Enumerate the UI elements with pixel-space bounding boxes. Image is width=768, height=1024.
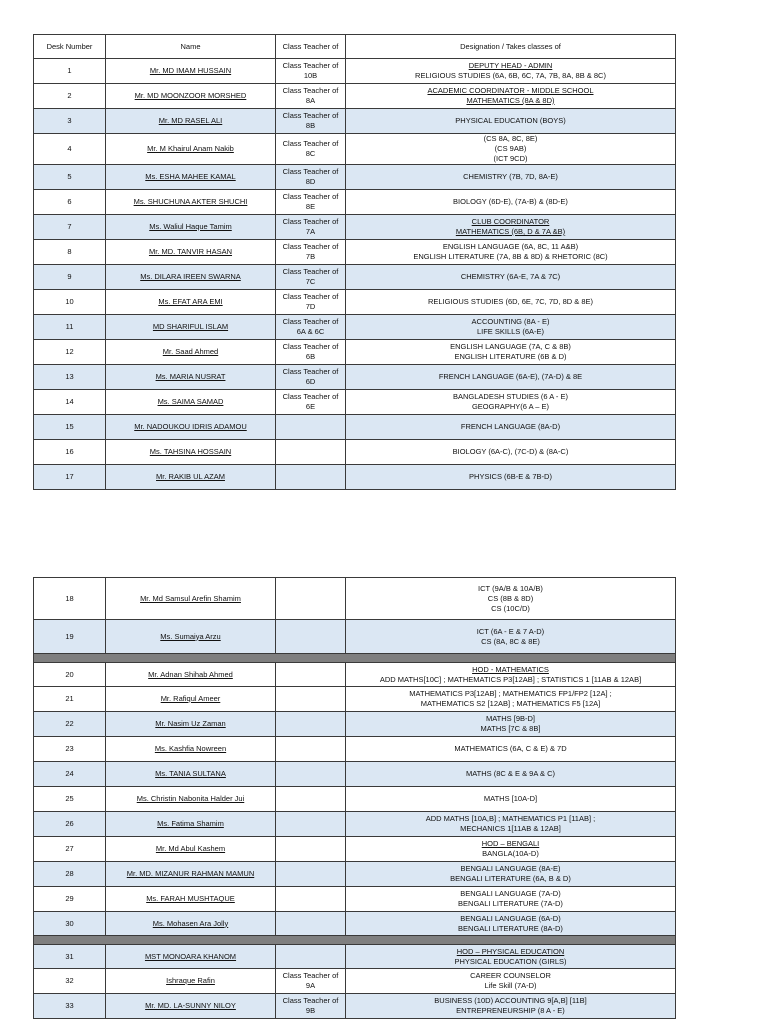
designation-line: CHEMISTRY (7B, 7D, 8A-E)	[463, 172, 558, 181]
designation-line: FRENCH LANGUAGE (6A-E), (7A-D) & 8E	[438, 372, 583, 381]
class-teacher-cell	[276, 837, 346, 862]
table-row	[34, 737, 676, 762]
class-teacher-cell	[276, 812, 346, 837]
teacher-name-cell: Mr. M Khairul Anam Nakib	[106, 134, 276, 165]
table-row	[34, 190, 676, 215]
class-teacher-cell: Class Teacher of 8B	[276, 109, 346, 134]
designation-cell	[346, 109, 676, 134]
teacher-name-cell: Ms. DILARA IREEN SWARNA	[106, 265, 276, 290]
desk-number-cell: 8	[34, 240, 106, 265]
table-row	[34, 578, 676, 620]
table-row	[34, 812, 676, 837]
table-row	[34, 340, 676, 365]
designation-cell	[346, 762, 676, 787]
desk-number-cell: 27	[34, 837, 106, 862]
designation-cell	[346, 620, 676, 654]
designation-line: BENGALI LANGUAGE (6A-D)	[460, 913, 561, 923]
teacher-name-cell: Ishraque Rafin	[106, 969, 276, 994]
desk-number-cell: 33	[34, 994, 106, 1019]
designation-cell	[346, 945, 676, 969]
designation-line: ACADEMIC COORDINATOR - MIDDLE SCHOOL	[427, 86, 594, 95]
table-row	[34, 59, 676, 84]
desk-number-cell: 23	[34, 737, 106, 762]
teacher-name-cell: MST MONOARA KHANOM	[106, 945, 276, 969]
designation-cell	[346, 712, 676, 737]
designation-cell	[346, 365, 676, 390]
table-row	[34, 837, 676, 862]
designation-line: BANGLA(10A-D)	[482, 849, 539, 858]
table-row	[34, 84, 676, 109]
teacher-name-cell: Ms. FARAH MUSHTAQUE	[106, 887, 276, 912]
designation-line: CS (8A, 8C & 8E)	[481, 636, 540, 646]
designation-line: MATHS [9B-D]	[485, 714, 536, 723]
designation-cell	[346, 787, 676, 812]
designation-cell	[346, 887, 676, 912]
desk-number-cell: 19	[34, 620, 106, 654]
class-teacher-cell	[276, 578, 346, 620]
desk-number-cell: 29	[34, 887, 106, 912]
teacher-name-cell: Ms. Christin Nabonita Halder Jui	[106, 787, 276, 812]
designation-line: MATHEMATICS (6A, C & E) & 7D	[454, 744, 567, 753]
class-teacher-cell	[276, 687, 346, 712]
table-header-row	[34, 35, 676, 59]
designation-line: Life Skill (7A-D)	[484, 981, 537, 990]
designation-cell	[346, 465, 676, 490]
designation-cell	[346, 134, 676, 165]
designation-line: MATHS [10A-D]	[483, 794, 538, 803]
designation-line: MATHEMATICS (6B, D & 7A &B)	[455, 227, 566, 236]
desk-number-cell: 18	[34, 578, 106, 620]
desk-number-cell: 12	[34, 340, 106, 365]
designation-line: ENGLISH LANGUAGE (7A, C & 8B)	[450, 342, 571, 351]
class-teacher-cell: Class Teacher of 6B	[276, 340, 346, 365]
table-row	[34, 762, 676, 787]
table-2-body	[34, 578, 676, 1019]
table-row	[34, 945, 676, 969]
designation-line: (ICT 9CD)	[493, 154, 528, 163]
designation-cell	[346, 290, 676, 315]
designation-cell	[346, 390, 676, 415]
designation-cell	[346, 315, 676, 340]
teacher-name-cell: Ms. SAIMA SAMAD	[106, 390, 276, 415]
designation-line: ADD MATHS[10C] ; MATHEMATICS P3[12AB] ; STATISTICS 1 [11AB & 12AB]	[379, 674, 642, 684]
table-row	[34, 687, 676, 712]
class-teacher-cell: Class Teacher of 8C	[276, 134, 346, 165]
teacher-name-cell: Ms. Kashfia Nowreen	[106, 737, 276, 762]
class-teacher-cell	[276, 663, 346, 687]
class-teacher-cell	[276, 465, 346, 490]
designation-line: ADD MATHS [10A,B] ; MATHEMATICS P1 [11AB] ;	[425, 814, 596, 823]
designation-line: MECHANICS 1[11AB & 12AB]	[460, 824, 561, 833]
designation-cell	[346, 687, 676, 712]
teacher-name-cell: Ms. MARIA NUSRAT	[106, 365, 276, 390]
designation-line: HOD – BENGALI	[481, 839, 540, 848]
class-teacher-cell	[276, 737, 346, 762]
designation-line: BIOLOGY (6A-C), (7C-D) & (8A-C)	[452, 447, 569, 456]
designation-line: (CS 8A, 8C, 8E)	[483, 134, 538, 143]
designation-cell	[346, 190, 676, 215]
designation-line: ICT (6A - E & 7 A-D)	[476, 626, 545, 636]
class-teacher-cell	[276, 762, 346, 787]
designation-line: ACCOUNTING (8A - E)	[471, 317, 550, 326]
designation-cell	[346, 59, 676, 84]
designation-cell	[346, 165, 676, 190]
class-teacher-cell	[276, 912, 346, 936]
teacher-name-cell: Mr. NADOUKOU IDRIS ADAMOU	[106, 415, 276, 440]
teacher-name-cell: Ms. TANIA SULTANA	[106, 762, 276, 787]
designation-cell	[346, 578, 676, 620]
designation-cell	[346, 737, 676, 762]
class-teacher-cell: Class Teacher of 8D	[276, 165, 346, 190]
designation-line: ENTREPRENEURSHIP (8 A - E)	[456, 1006, 565, 1015]
desk-number-cell: 14	[34, 390, 106, 415]
desk-number-cell: 1	[34, 59, 106, 84]
table-row	[34, 415, 676, 440]
designation-line: RELIGIOUS STUDIES (6D, 6E, 7C, 7D, 8D & 8E)	[427, 297, 594, 306]
desk-number-cell: 6	[34, 190, 106, 215]
teacher-name-cell: Mr. MD RASEL ALI	[106, 109, 276, 134]
designation-line: MATHS (8C & E & 9A & C)	[465, 769, 556, 778]
class-teacher-cell	[276, 887, 346, 912]
table-row	[34, 440, 676, 465]
designation-cell	[346, 240, 676, 265]
teacher-name-cell: Mr. MD MOONZOOR MORSHED	[106, 84, 276, 109]
table-row	[34, 390, 676, 415]
desk-number-cell: 22	[34, 712, 106, 737]
class-teacher-cell: Class Teacher of 7D	[276, 290, 346, 315]
designation-cell	[346, 862, 676, 887]
designation-line: ENGLISH LITERATURE (7A, 8B & 8D) & RHETORIC (8C)	[413, 252, 608, 261]
desk-number-cell: 28	[34, 862, 106, 887]
desk-number-cell: 13	[34, 365, 106, 390]
table-row	[34, 290, 676, 315]
designation-line: ENGLISH LANGUAGE (6A, 8C, 11 A&B)	[442, 242, 579, 251]
class-teacher-cell: Class Teacher of 9B	[276, 994, 346, 1019]
table-row	[34, 165, 676, 190]
designation-line: BUSINESS (10D) ACCOUNTING 9[A,B] [11B]	[434, 996, 587, 1005]
desk-number-cell: 24	[34, 762, 106, 787]
designation-cell	[346, 812, 676, 837]
table-row	[34, 787, 676, 812]
staff-table-2	[33, 577, 676, 1019]
teacher-name-cell: Mr. MD. TANVIR HASAN	[106, 240, 276, 265]
designation-cell	[346, 663, 676, 687]
designation-line: CS (8B & 8D)	[487, 593, 534, 603]
designation-line: BENGALI LANGUAGE (7A-D)	[460, 889, 561, 898]
table-row	[34, 315, 676, 340]
designation-line: PHYSICAL EDUCATION (BOYS)	[455, 116, 566, 125]
designation-cell	[346, 994, 676, 1019]
teacher-name-cell: Ms. SHUCHUNA AKTER SHUCHI	[106, 190, 276, 215]
desk-number-cell: 9	[34, 265, 106, 290]
designation-cell	[346, 912, 676, 936]
desk-number-cell: 16	[34, 440, 106, 465]
desk-number-cell: 17	[34, 465, 106, 490]
desk-number-cell: 2	[34, 84, 106, 109]
table-row	[34, 620, 676, 654]
designation-cell	[346, 440, 676, 465]
table-row	[34, 215, 676, 240]
table-row	[34, 712, 676, 737]
designation-line: PHYSICS (6B-E & 7B-D)	[469, 472, 552, 481]
designation-cell	[346, 84, 676, 109]
class-teacher-cell	[276, 440, 346, 465]
header-designation: Designation / Takes classes of	[346, 35, 676, 59]
designation-cell	[346, 215, 676, 240]
table-row	[34, 994, 676, 1019]
class-teacher-cell: Class Teacher of 7A	[276, 215, 346, 240]
section-divider	[34, 936, 676, 945]
designation-line: BENGALI LITERATURE (8A-D)	[458, 923, 563, 933]
desk-number-cell: 21	[34, 687, 106, 712]
teacher-name-cell: MD SHARIFUL ISLAM	[106, 315, 276, 340]
desk-number-cell: 3	[34, 109, 106, 134]
teacher-name-cell: Mr. Rafiqul Ameer	[106, 687, 276, 712]
designation-line: BENGALI LITERATURE (6A, B & D)	[450, 874, 571, 883]
teacher-name-cell: Mr. Md Samsul Arefin Shamim	[106, 578, 276, 620]
designation-cell	[346, 340, 676, 365]
class-teacher-cell	[276, 862, 346, 887]
designation-line: RELIGIOUS STUDIES (6A, 6B, 6C, 7A, 7B, 8A, 8B & 8C)	[415, 71, 606, 80]
designation-line: BENGALI LITERATURE (7A-D)	[458, 899, 563, 908]
class-teacher-cell: Class Teacher of 6D	[276, 365, 346, 390]
designation-line: CHEMISTRY (6A-E, 7A & 7C)	[460, 272, 561, 281]
teacher-name-cell: Mr. MD. LA-SUNNY NILOY	[106, 994, 276, 1019]
class-teacher-cell	[276, 787, 346, 812]
teacher-name-cell: Ms. Sumaiya Arzu	[106, 620, 276, 654]
teacher-name-cell: Mr. RAKIB UL AZAM	[106, 465, 276, 490]
designation-cell	[346, 415, 676, 440]
designation-line: MATHEMATICS S2 [12AB] ; MATHEMATICS F5 [12A]	[420, 699, 601, 708]
header-desk-number: Desk Number	[34, 35, 106, 59]
class-teacher-cell: Class Teacher of 7C	[276, 265, 346, 290]
section-divider-row	[34, 654, 676, 663]
table-row	[34, 969, 676, 994]
teacher-name-cell: Ms. TAHSINA HOSSAIN	[106, 440, 276, 465]
table-row	[34, 365, 676, 390]
designation-line: MATHEMATICS P3[12AB] ; MATHEMATICS FP1/FP2 [12A] ;	[409, 689, 612, 698]
designation-line: GEOGRAPHY(6 A – E)	[471, 402, 550, 411]
class-teacher-cell: Class Teacher of 8A	[276, 84, 346, 109]
table-row	[34, 887, 676, 912]
class-teacher-cell: Class Teacher of 8E	[276, 190, 346, 215]
designation-line: PHYSICAL EDUCATION (GIRLS)	[454, 956, 567, 966]
staff-table-1	[33, 34, 676, 490]
section-divider-row	[34, 936, 676, 945]
table-row	[34, 465, 676, 490]
class-teacher-cell: Class Teacher of 10B	[276, 59, 346, 84]
teacher-name-cell: Ms. ESHA MAHEE KAMAL	[106, 165, 276, 190]
table-row	[34, 109, 676, 134]
table-row	[34, 663, 676, 687]
teacher-name-cell: Ms. Waliul Haque Tamim	[106, 215, 276, 240]
designation-line: CLUB COORDINATOR	[471, 217, 550, 226]
section-divider	[34, 654, 676, 663]
teacher-name-cell: Mr. MD IMAM HUSSAIN	[106, 59, 276, 84]
teacher-name-cell: Ms. Mohasen Ara Jolly	[106, 912, 276, 936]
designation-line: (CS 9AB)	[494, 144, 527, 153]
desk-number-cell: 7	[34, 215, 106, 240]
designation-line: MATHS [7C & 8B]	[480, 724, 541, 733]
table-row	[34, 912, 676, 936]
class-teacher-cell: Class Teacher of 9A	[276, 969, 346, 994]
desk-number-cell: 30	[34, 912, 106, 936]
designation-line: HOD – PHYSICAL EDUCATION	[456, 946, 565, 956]
designation-line: ICT (9A/B & 10A/B)	[478, 583, 543, 593]
designation-line: CS (10C/D)	[491, 603, 530, 613]
class-teacher-cell	[276, 620, 346, 654]
desk-number-cell: 15	[34, 415, 106, 440]
designation-line: BIOLOGY (6D-E), (7A-B) & (8D-E)	[453, 197, 568, 206]
teacher-name-cell: Mr. Nasim Uz Zaman	[106, 712, 276, 737]
designation-line: ENGLISH LITERATURE (6B & D)	[454, 352, 567, 361]
desk-number-cell: 5	[34, 165, 106, 190]
desk-number-cell: 32	[34, 969, 106, 994]
designation-line: FRENCH LANGUAGE (8A-D)	[460, 422, 561, 431]
desk-number-cell: 11	[34, 315, 106, 340]
designation-line: BENGALI LANGUAGE (8A-E)	[460, 864, 561, 873]
teacher-name-cell: Mr. MD. MIZANUR RAHMAN MAMUN	[106, 862, 276, 887]
table-1-body	[34, 59, 676, 490]
desk-number-cell: 4	[34, 134, 106, 165]
class-teacher-cell	[276, 945, 346, 969]
designation-line: BANGLADESH STUDIES (6 A - E)	[452, 392, 569, 401]
class-teacher-cell: Class Teacher of 6E	[276, 390, 346, 415]
class-teacher-cell: Class Teacher of 7B	[276, 240, 346, 265]
teacher-name-cell: Mr. Saad Ahmed	[106, 340, 276, 365]
designation-cell	[346, 265, 676, 290]
teacher-name-cell: Mr. Md Abul Kashem	[106, 837, 276, 862]
class-teacher-cell	[276, 712, 346, 737]
class-teacher-cell: Class Teacher of 6A & 6C	[276, 315, 346, 340]
header-name: Name	[106, 35, 276, 59]
teacher-name-cell: Ms. EFAT ARA EMI	[106, 290, 276, 315]
desk-number-cell: 31	[34, 945, 106, 969]
designation-cell	[346, 969, 676, 994]
designation-line: HOD - MATHEMATICS	[472, 664, 549, 674]
desk-number-cell: 26	[34, 812, 106, 837]
designation-line: DEPUTY HEAD - ADMIN	[468, 61, 553, 70]
class-teacher-cell	[276, 415, 346, 440]
designation-line: MATHEMATICS (8A & 8D)	[466, 96, 555, 105]
teacher-name-cell: Ms. Fatima Shamim	[106, 812, 276, 837]
desk-number-cell: 25	[34, 787, 106, 812]
table-row	[34, 134, 676, 165]
designation-cell	[346, 837, 676, 862]
table-row	[34, 862, 676, 887]
designation-line: LIFE SKILLS (6A-E)	[476, 327, 545, 336]
header-class-teacher: Class Teacher of	[276, 35, 346, 59]
table-row	[34, 240, 676, 265]
designation-line: CAREER COUNSELOR	[470, 971, 551, 980]
desk-number-cell: 20	[34, 663, 106, 687]
table-row	[34, 265, 676, 290]
teacher-name-cell: Mr. Adnan Shihab Ahmed	[106, 663, 276, 687]
desk-number-cell: 10	[34, 290, 106, 315]
